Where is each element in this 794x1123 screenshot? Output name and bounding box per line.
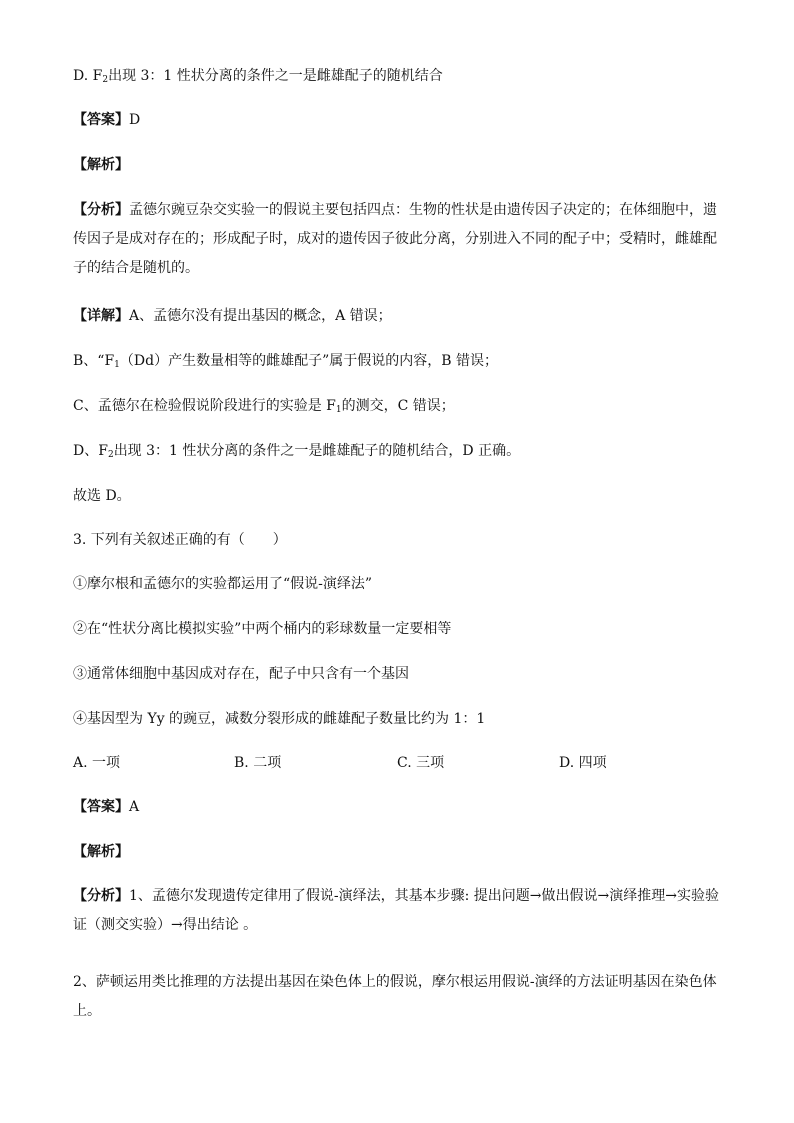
statement-3 bbox=[73, 664, 409, 684]
statement-2 bbox=[73, 619, 451, 639]
detail-tag: 【详解】 bbox=[73, 308, 129, 324]
detail-c-line bbox=[73, 396, 455, 420]
statement-text: ④基因型为 Yy 的豌豆，减数分裂形成的雌雄配子数量比约为 1：1 bbox=[73, 711, 486, 727]
statement-text: ①摩尔根和孟德尔的实验都运用了“假说-演绎法” bbox=[73, 576, 373, 592]
fenxi-tag: 【分析】 bbox=[73, 202, 129, 218]
answer-tag: 【答案】 bbox=[73, 799, 129, 815]
analysis-heading-2 bbox=[73, 842, 129, 862]
detail-c-text: 的测交，C 错误； bbox=[341, 398, 455, 414]
option-d-prefix: D. F bbox=[73, 68, 103, 84]
detail-a-text: A、孟德尔没有提出基因的概念，A 错误； bbox=[129, 308, 392, 324]
statement-4 bbox=[73, 709, 485, 729]
option-d-line bbox=[73, 66, 443, 90]
choice-b: B. 二项 bbox=[234, 755, 282, 771]
conclusion-line bbox=[73, 486, 131, 506]
subscript: 1 bbox=[335, 405, 342, 415]
analysis-paragraph-2 bbox=[73, 882, 723, 940]
subscript: 2 bbox=[107, 450, 114, 460]
choice-a: A. 一项 bbox=[73, 755, 121, 771]
detail-d-text: 出现 3：1 性状分离的条件之一是雌雄配子的随机结合，D 正确。 bbox=[113, 443, 521, 459]
answer-tag: 【答案】 bbox=[73, 112, 129, 128]
analysis-paragraph-1 bbox=[73, 196, 723, 283]
statement-text: ②在“性状分离比模拟实验”中两个桶内的彩球数量一定要相等 bbox=[73, 621, 452, 637]
detail-b-line bbox=[73, 351, 498, 375]
answer-line-1 bbox=[73, 110, 140, 130]
fenxi-text: 孟德尔豌豆杂交实验一的假说主要包括四点：生物的性状是由遗传因子决定的；在体细胞中，遗传因子是成对存在的；形成配子时，成对的遗传因子彼此分离，分别进入不同的配子中；受精时，雌雄配子的结合是随机的。 bbox=[73, 202, 717, 276]
option-d-text: 出现 3：1 性状分离的条件之一是雌雄配子的随机结合 bbox=[108, 68, 443, 84]
answer-line-2 bbox=[73, 797, 139, 817]
analysis-heading-1 bbox=[73, 155, 129, 175]
detail-d-line bbox=[73, 441, 520, 465]
choice-d: D. 四项 bbox=[559, 755, 607, 771]
detail-b-prefix: B、“F bbox=[73, 353, 115, 369]
analysis-tag: 【解析】 bbox=[73, 844, 129, 860]
subscript: 1 bbox=[114, 360, 120, 370]
answer-value: A bbox=[129, 799, 140, 815]
statement-text: ③通常体细胞中基因成对存在，配子中只含有一个基因 bbox=[73, 666, 409, 682]
detail-b-text: （Dd）产生数量相等的雌雄配子”属于假说的内容，B 错误； bbox=[119, 353, 498, 369]
detail-d-prefix: D、F bbox=[73, 443, 108, 459]
detail-a-line bbox=[73, 306, 392, 326]
analysis-paragraph-3 bbox=[73, 968, 723, 1026]
fenxi-tag: 【分析】 bbox=[73, 888, 129, 904]
choice-c: C. 三项 bbox=[397, 755, 445, 771]
detail-c-prefix: C、孟德尔在检验假说阶段进行的实验是 F bbox=[73, 398, 336, 414]
fenxi-text: 1、孟德尔发现遗传定律用了假说-演绎法，其基本步骤: 提出问题→做出假说→演绎推理→实验验证（测交实验）→得出结论 。 bbox=[73, 888, 719, 933]
answer-value: D bbox=[129, 112, 141, 128]
question-3-stem bbox=[73, 530, 287, 550]
question-text: 3. 下列有关叙述正确的有（ ） bbox=[73, 532, 287, 548]
statement-1 bbox=[73, 574, 372, 594]
analysis-tag: 【解析】 bbox=[73, 157, 129, 173]
conclusion-text: 故选 D。 bbox=[73, 488, 131, 504]
paragraph-text: 2、萨顿运用类比推理的方法提出基因在染色体上的假说，摩尔根运用假说-演绎的方法证明基因在染色体上。 bbox=[73, 974, 717, 1019]
subscript: 2 bbox=[102, 75, 109, 85]
